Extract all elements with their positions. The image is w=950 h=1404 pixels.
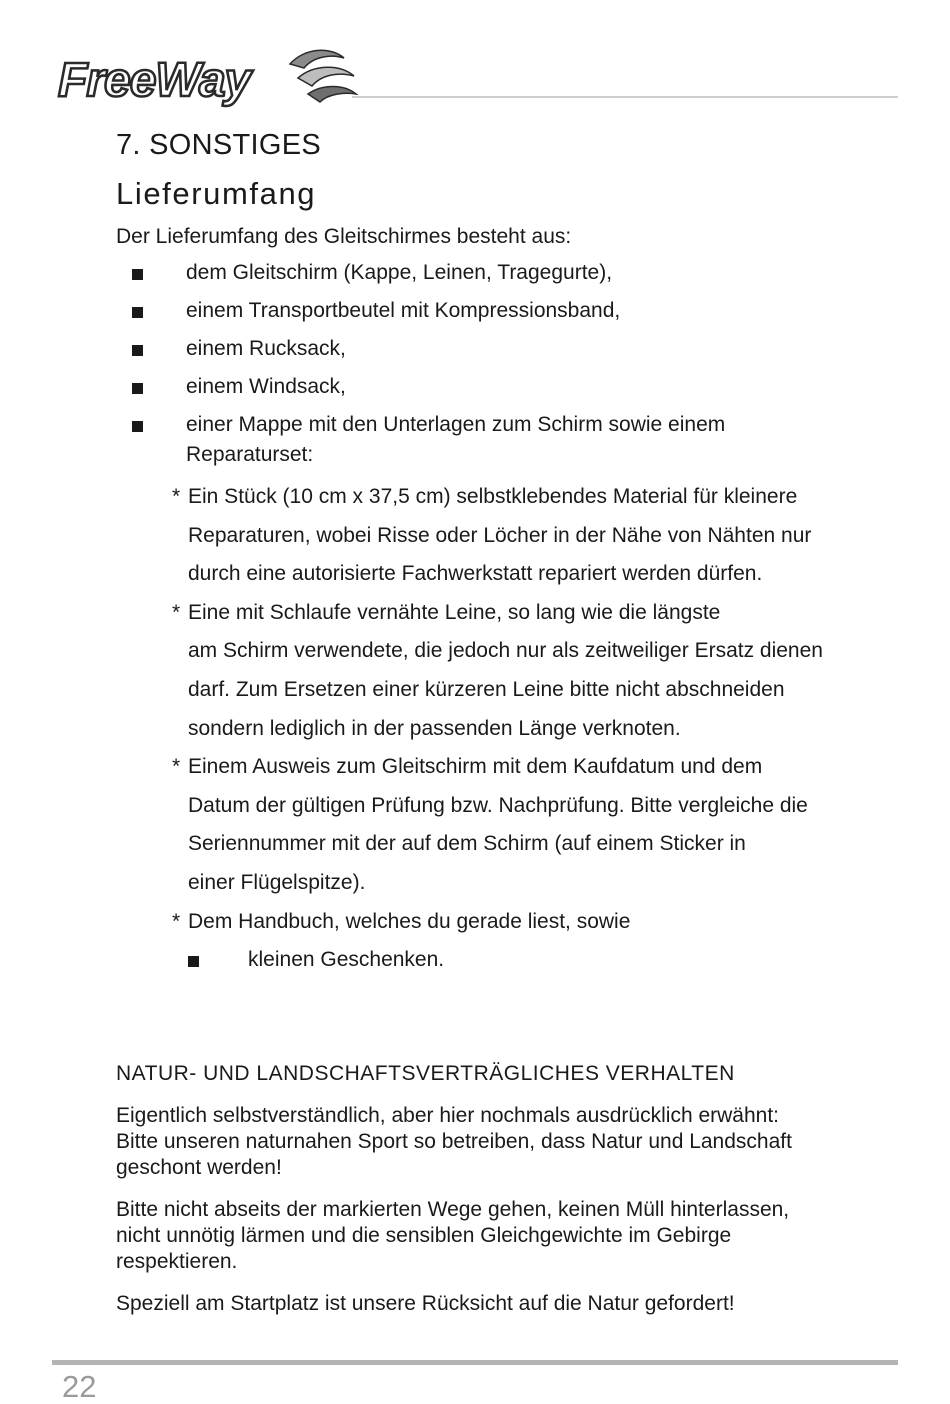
list-item: einem Rucksack, xyxy=(116,334,896,364)
list-item: einem Windsack, xyxy=(116,372,896,402)
manual-item: * Dem Handbuch, welches du gerade liest, sowie xyxy=(172,909,631,933)
list-item: dem Gleitschirm (Kappe, Leinen, Tragegurte), xyxy=(116,258,896,288)
delivery-list xyxy=(116,258,896,470)
page-number: 22 xyxy=(62,1369,97,1404)
nature-section-title: NATUR- UND LANDSCHAFTSVERTRÄGLICHES VERHALTEN xyxy=(116,1062,735,1086)
bullet-square-icon xyxy=(132,269,143,280)
bullet-square-icon xyxy=(132,383,143,394)
paragraph: Eigentlich selbstverständlich, aber hier nochmals ausdrücklich erwähnt: Bitte unseren naturnahen Sport so betreiben, dass Natur und Landschaft geschont werden! xyxy=(116,1104,792,1180)
bullet-square-icon xyxy=(188,956,199,967)
subsection-title: Lieferumfang xyxy=(116,176,317,211)
bullet-square-icon xyxy=(132,421,143,432)
swoosh-icon xyxy=(290,50,356,102)
page-content xyxy=(116,128,896,1317)
bullet-square-icon xyxy=(132,307,143,318)
list-item: einer Mappe mit den Unterlagen zum Schirm sowie einem Reparaturset: xyxy=(116,410,896,470)
section-title: 7. SONSTIGES xyxy=(116,129,322,161)
id-card-item: * Einem Ausweis zum Gleitschirm mit dem Kaufdatum und dem Datum der gültigen Prüfung bzw. Nachprüfung. Bitte vergleiche die Seriennummer mit der auf dem Schirm (auf einem Sticker in einer Flügelspitze). xyxy=(172,755,808,894)
paragraph: Speziell am Startplatz ist unsere Rücksicht auf die Natur gefordert! xyxy=(116,1292,735,1316)
footer-divider xyxy=(52,1360,898,1365)
paragraph: Bitte nicht abseits der markierten Wege gehen, keinen Müll hinterlassen, nicht unnötig lärmen und die sensiblen Gleichgewichte im Gebirge respektieren. xyxy=(116,1198,790,1274)
repair-kit-item: * Ein Stück (10 cm x 37,5 cm) selbstklebendes Material für kleinere Reparaturen, wobei Risse oder Löcher in der Nähe von Nähten nur durch eine autorisierte Fachwerkstatt repariert werden dürfen. xyxy=(172,485,812,586)
header-divider xyxy=(352,96,898,98)
bullet-square-icon xyxy=(132,345,143,356)
list-item: einem Transportbeutel mit Kompressionsband, xyxy=(116,296,896,326)
freeway-logo xyxy=(52,44,362,110)
spare-line-item: * Eine mit Schlaufe vernähte Leine, so lang wie die längste am Schirm verwendete, die jedoch nur als zeitweiliger Ersatz dienen darf. Zum Ersetzen einer kürzeren Leine bitte nicht abschneiden sondern lediglich in der passenden Länge verknoten. xyxy=(172,600,823,740)
gifts-item: kleinen Geschenken. xyxy=(188,941,896,979)
page-header xyxy=(52,44,898,110)
logo-text: FreeWay xyxy=(58,54,251,107)
intro-text: Der Lieferumfang des Gleitschirmes besteht aus: xyxy=(116,225,572,248)
